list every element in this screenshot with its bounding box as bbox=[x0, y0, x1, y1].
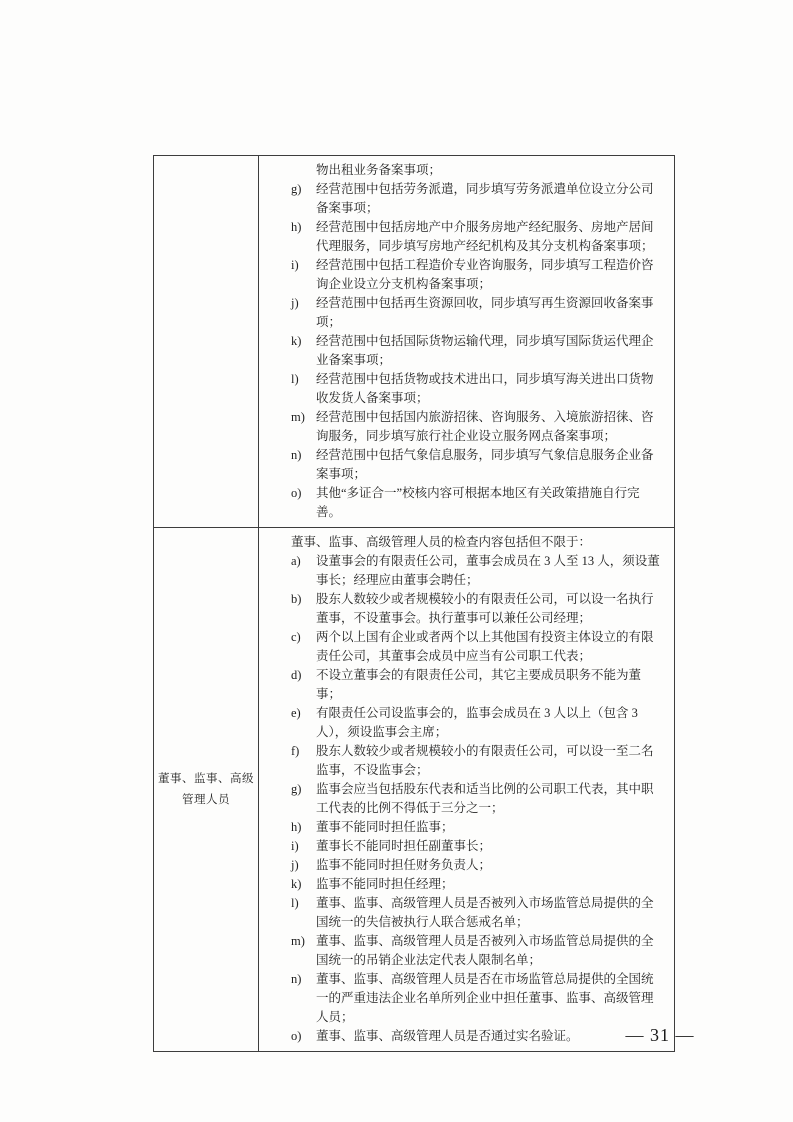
item-text: 经营范围中包括劳务派遣，同步填写劳务派遣单位设立分公司备案事项； bbox=[316, 182, 654, 215]
item-marker: i) bbox=[291, 258, 299, 272]
list-item bbox=[259, 875, 664, 894]
item-marker: o) bbox=[291, 1029, 302, 1043]
item-marker: g) bbox=[291, 782, 302, 796]
list-item bbox=[259, 742, 664, 780]
item-text: 董事、监事、高级管理人员是否在市场监管总局提供的全国统一的严重违法企业名单所列企业中担任董事、监事、高级管理人员； bbox=[316, 972, 654, 1024]
item-text: 经营范围中包括气象信息服务，同步填写气象信息服务企业备案事项； bbox=[316, 448, 654, 481]
list-item bbox=[259, 484, 664, 522]
list-item bbox=[259, 294, 664, 332]
row-content-cell bbox=[259, 156, 675, 528]
item-text: 监事不能同时担任经理； bbox=[316, 877, 454, 891]
inspection-table bbox=[153, 155, 675, 1052]
item-marker: j) bbox=[291, 858, 299, 872]
list-item bbox=[259, 552, 664, 590]
item-marker: e) bbox=[291, 706, 301, 720]
row-intro: 董事、监事、高级管理人员的检查内容包括但不限于： bbox=[291, 535, 592, 549]
item-marker: n) bbox=[291, 972, 302, 986]
item-marker: g) bbox=[291, 182, 302, 196]
list-item bbox=[259, 332, 664, 370]
table-body bbox=[154, 156, 675, 1052]
list-item bbox=[259, 780, 664, 818]
item-marker: k) bbox=[291, 334, 302, 348]
page-number: — 31 — bbox=[625, 1025, 695, 1045]
item-marker: n) bbox=[291, 448, 302, 462]
item-text: 股东人数较少或者规模较小的有限责任公司，可以设一至二名监事，不设监事会； bbox=[316, 744, 654, 777]
item-text: 不设立董事会的有限责任公司，其它主要成员职务不能为董事； bbox=[316, 668, 642, 701]
list-item bbox=[259, 180, 664, 218]
item-text: 监事会应当包括股东代表和适当比例的公司职工代表，其中职工代表的比例不得低于三分之一； bbox=[316, 782, 654, 815]
item-marker: l) bbox=[291, 372, 299, 386]
item-marker: m) bbox=[291, 934, 305, 948]
list-item bbox=[259, 590, 664, 628]
item-marker: f) bbox=[291, 744, 300, 758]
item-marker: d) bbox=[291, 668, 302, 682]
item-marker: l) bbox=[291, 896, 299, 910]
item-text: 董事、监事、高级管理人员是否被列入市场监管总局提供的全国统一的吊销企业法定代表人限制名单； bbox=[316, 934, 654, 967]
item-marker: j) bbox=[291, 296, 299, 310]
row-content-cell bbox=[259, 528, 675, 1052]
item-text: 经营范围中包括国际货物运输代理，同步填写国际货运代理企业备案事项； bbox=[316, 334, 654, 367]
item-text: 两个以上国有企业或者两个以上其他国有投资主体设立的有限责任公司，其董事会成员中应当有公司职工代表； bbox=[316, 630, 654, 663]
list-item bbox=[259, 856, 664, 875]
list-item bbox=[259, 446, 664, 484]
list-item bbox=[259, 932, 664, 970]
item-text: 经营范围中包括国内旅游招徕、咨询服务、入境旅游招徕、咨询服务，同步填写旅行社企业设立服务网点备案事项； bbox=[316, 410, 654, 443]
list-item bbox=[259, 628, 664, 666]
item-text: 其他“多证合一”校核内容可根据本地区有关政策措施自行完善。 bbox=[316, 486, 640, 519]
list-item bbox=[259, 370, 664, 408]
item-text: 有限责任公司设监事会的，监事会成员在 3 人以上（包含 3 人），须设监事会主席； bbox=[316, 706, 638, 739]
item-text: 董事不能同时担任监事； bbox=[316, 820, 454, 834]
item-marker: h) bbox=[291, 820, 302, 834]
item-text: 董事、监事、高级管理人员是否通过实名验证。 bbox=[316, 1029, 579, 1043]
item-text: 经营范围中包括工程造价专业咨询服务，同步填写工程造价咨询企业设立分支机构备案事项； bbox=[316, 258, 654, 291]
list-item bbox=[259, 970, 664, 1027]
table-row bbox=[154, 528, 675, 1052]
table-row bbox=[154, 156, 675, 528]
item-marker: b) bbox=[291, 592, 302, 606]
item-marker: k) bbox=[291, 877, 302, 891]
item-text: 经营范围中包括房地产中介服务房地产经纪服务、房地产居间代理服务，同步填写房地产经纪机构及其分支机构备案事项； bbox=[316, 220, 654, 253]
item-text: 监事不能同时担任财务负责人； bbox=[316, 858, 492, 872]
list-item bbox=[259, 894, 664, 932]
list-item bbox=[259, 818, 664, 837]
list-item bbox=[259, 218, 664, 256]
list-item bbox=[259, 704, 664, 742]
item-marker: c) bbox=[291, 630, 301, 644]
row-label-cell bbox=[154, 156, 259, 528]
item-text: 董事、监事、高级管理人员是否被列入市场监管总局提供的全国统一的失信被执行人联合惩戒名单； bbox=[316, 896, 654, 929]
row-label-cell bbox=[154, 528, 259, 1052]
item-marker: a) bbox=[291, 554, 301, 568]
item-marker: m) bbox=[291, 410, 305, 424]
item-text: 经营范围中包括再生资源回收，同步填写再生资源回收备案事项； bbox=[316, 296, 654, 329]
item-text: 设董事会的有限责任公司，董事会成员在 3 人至 13 人，须设董事长；经理应由董事会聘任； bbox=[316, 554, 660, 587]
list-item bbox=[259, 666, 664, 704]
row-label: 董事、监事、高级管理人员 bbox=[158, 772, 254, 806]
item-marker: h) bbox=[291, 220, 302, 234]
item-marker: i) bbox=[291, 839, 299, 853]
continuation-line: 物出租业务备案事项； bbox=[316, 163, 442, 177]
list-item bbox=[259, 837, 664, 856]
list-item bbox=[259, 256, 664, 294]
list-item bbox=[259, 408, 664, 446]
item-marker: o) bbox=[291, 486, 302, 500]
item-text: 董事长不能同时担任副董事长； bbox=[316, 839, 492, 853]
item-text: 股东人数较少或者规模较小的有限责任公司，可以设一名执行董事，不设董事会。执行董事可以兼任公司经理； bbox=[316, 592, 654, 625]
item-text: 经营范围中包括货物或技术进出口，同步填写海关进出口货物收发货人备案事项； bbox=[316, 372, 654, 405]
